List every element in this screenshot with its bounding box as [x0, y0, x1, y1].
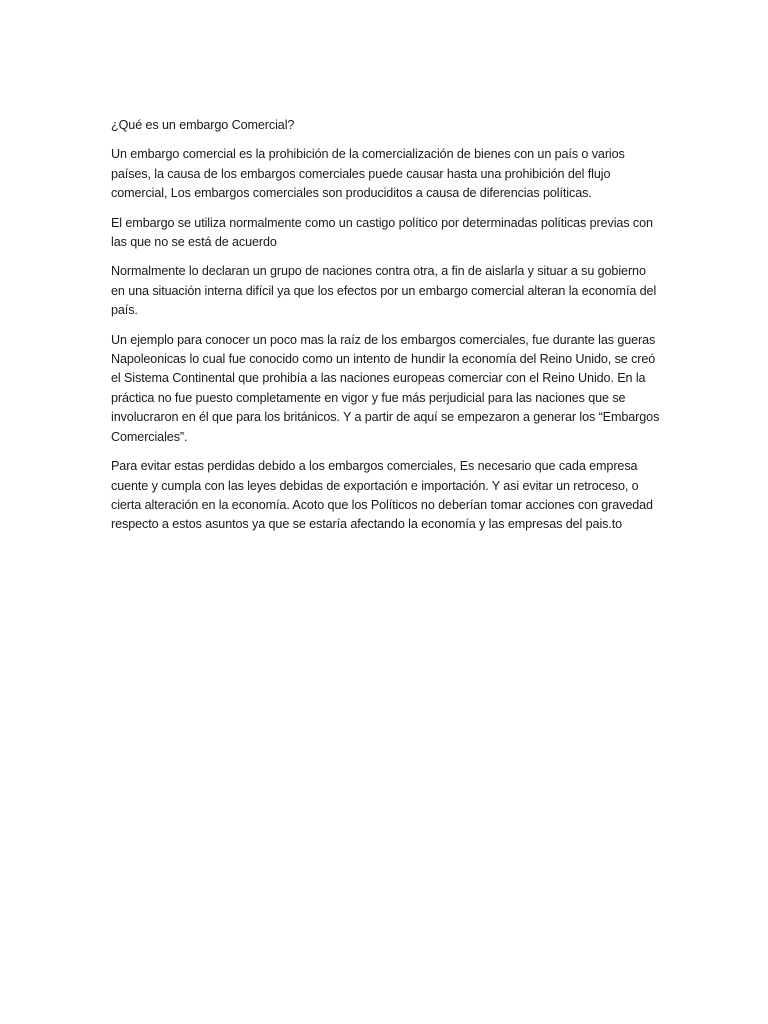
paragraph-4: Un ejemplo para conocer un poco mas la raíz de los embargos comerciales, fue durante las gueras Napoleonicas lo cual fue conocido como un intento de hundir la economía del Reino Unido, se creó el Sistema Continental que prohibía a las naciones europeas comerciar con el Reino Unido. En la práctica no fue puesto completamente en vigor y fue más perjudicial para las naciones que se involucraron en él que para los británicos. Y a partir de aquí se empezaron a generar los “Embargos Comerciales”. — [111, 332, 660, 444]
document-heading: ¿Qué es un embargo Comercial? — [111, 118, 295, 132]
paragraph-5: Para evitar estas perdidas debido a los embargos comerciales, Es necesario que cada empresa cuente y cumpla con las leyes debidas de exportación e importación. Y asi evitar un retroceso, o cierta alteración en la economía. Acoto que los Políticos no deberían tomar acciones con gravedad respecto a estos asuntos ya que se estaría afectando la economía y las empresas del pais.to — [111, 459, 653, 532]
paragraph-2: El embargo se utiliza normalmente como un castigo político por determinadas políticas previas con las que no se está de acuerdo — [111, 215, 653, 250]
paragraph-1: Un embargo comercial es la prohibición de la comercialización de bienes con un país o varios países, la causa de los embargos comerciales puede causar hasta una prohibición del flujo comercial, Los embargos comerciales son produciditos a causa de diferencias políticas. — [111, 147, 625, 201]
paragraph-3: Normalmente lo declaran un grupo de naciones contra otra, a fin de aislarla y situar a su gobierno en una situación interna difícil ya que los efectos por un embargo comercial alteran la economía del país. — [111, 264, 657, 318]
document-body — [111, 116, 661, 545]
